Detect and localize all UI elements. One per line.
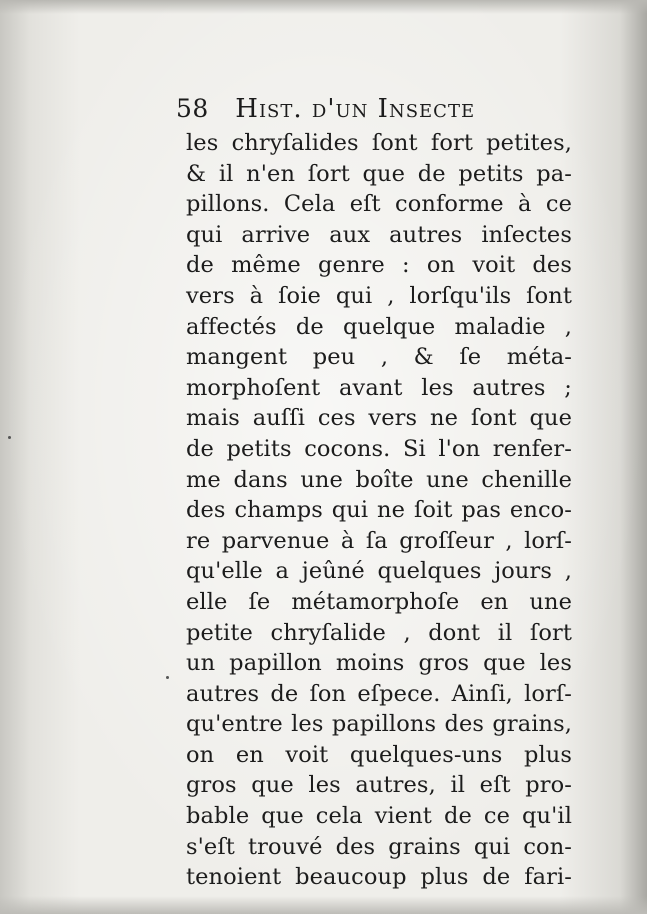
text-line: elle ſe métamorphoſe en une bbox=[186, 588, 572, 615]
text-line: & il n'en ſort que de petits pa- bbox=[186, 160, 572, 187]
text-line: pillons. Cela eſt conforme à ce bbox=[186, 191, 572, 218]
text-line: me dans une boîte une chenille bbox=[186, 466, 572, 493]
text-line: on en voit quelques-uns plus bbox=[186, 741, 572, 768]
text-line: de même genre : on voit des bbox=[186, 252, 572, 279]
running-header bbox=[176, 94, 576, 130]
text-line: gros que les autres, il eſt pro- bbox=[186, 772, 572, 799]
text-line: autres de ſon eſpece. Ainſi, lorſ- bbox=[186, 680, 572, 707]
text-line: les chryſalides ſont fort petites, bbox=[186, 130, 572, 156]
text-line: vers à ſoie qui , lorſqu'ils ſont bbox=[186, 282, 572, 309]
text-line: re parvenue à ſa groſſeur , lorſ- bbox=[186, 527, 572, 554]
text-line: petite chryſalide , dont il ſort bbox=[186, 619, 572, 646]
text-line: s'eſt trouvé des grains qui con- bbox=[186, 833, 572, 860]
text-line: des champs qui ne ſoit pas enco- bbox=[186, 497, 572, 524]
text-line: bable que cela vient de ce qu'il bbox=[186, 803, 572, 830]
text-line: de petits cocons. Si l'on renfer- bbox=[186, 435, 572, 462]
page-number: 58 bbox=[176, 94, 209, 123]
text-line: morphoſent avant les autres ; bbox=[186, 374, 572, 401]
paper-speck bbox=[8, 436, 11, 439]
text-line: qu'entre les papillons des grains, bbox=[186, 711, 572, 738]
text-line: un papillon moins gros que les bbox=[186, 650, 572, 677]
text-line: affectés de quelque maladie , bbox=[186, 313, 572, 340]
paper-speck bbox=[166, 676, 169, 679]
text-line: qui arrive aux autres inſectes bbox=[186, 221, 572, 248]
text-line: mangent peu , & ſe méta- bbox=[186, 344, 572, 371]
page-top-shadow bbox=[0, 0, 647, 14]
text-line: tenoient beaucoup plus de fari- bbox=[186, 864, 572, 891]
text-line: mais auſſi ces vers ne ſont que bbox=[186, 405, 572, 432]
running-title: Hist. d'un Insecte bbox=[235, 94, 476, 124]
text-line: qu'elle a jeûné quelques jours , bbox=[186, 558, 572, 585]
body-text bbox=[186, 128, 572, 893]
page-bottom-shadow bbox=[0, 896, 647, 914]
